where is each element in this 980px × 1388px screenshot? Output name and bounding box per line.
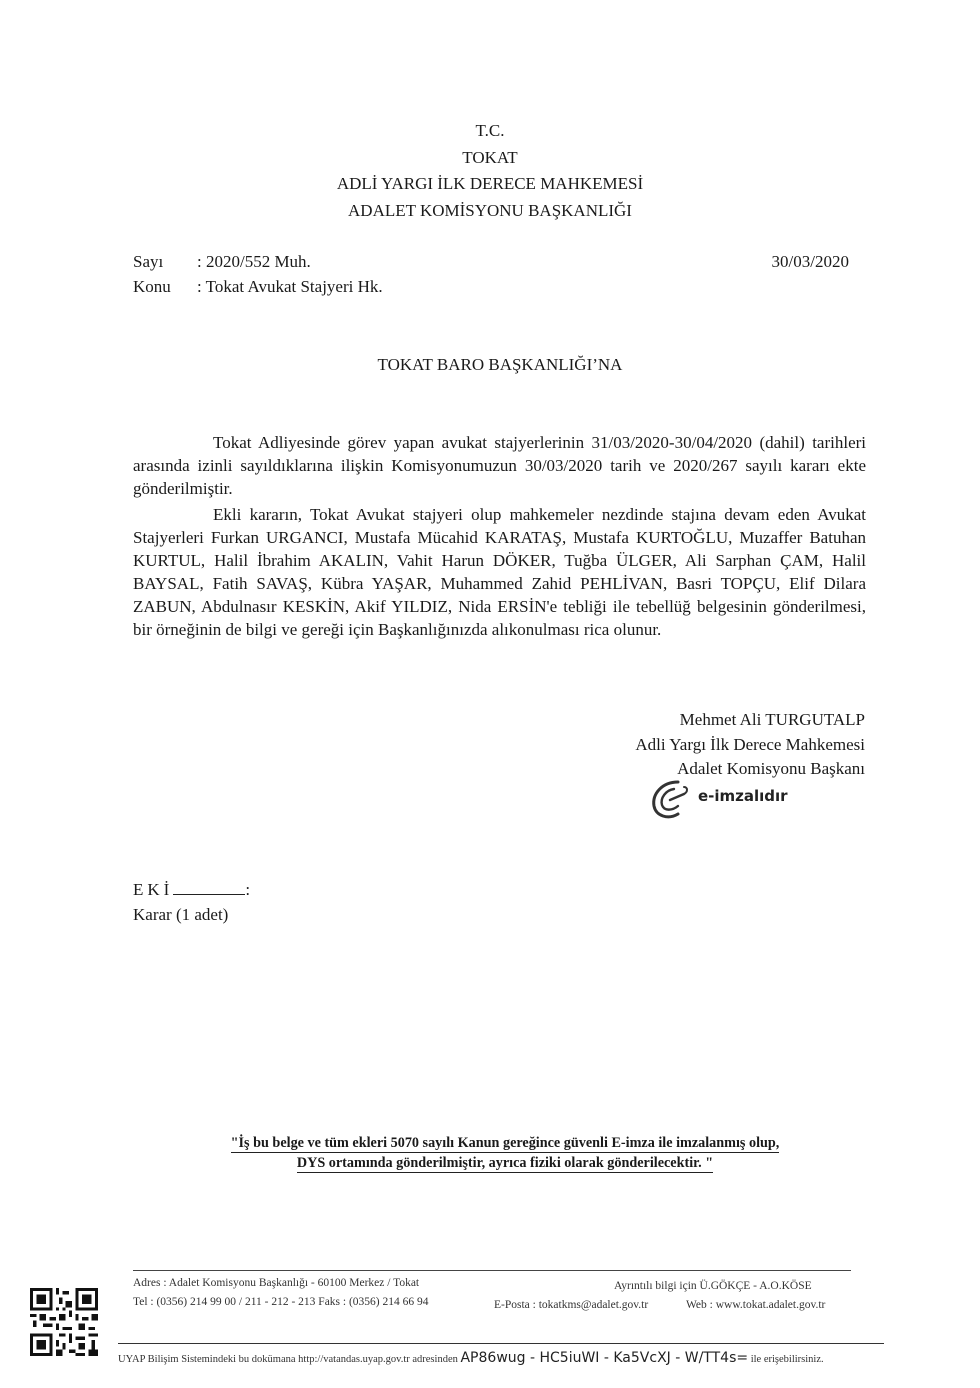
e-signature-stamp xyxy=(648,776,818,822)
attachment-item: Karar (1 adet) xyxy=(133,905,229,924)
document-header xyxy=(0,118,980,224)
signer-name: Mehmet Ali TURGUTALP xyxy=(679,710,865,729)
sayi-label: Sayı xyxy=(133,252,164,271)
attachments-colon: : xyxy=(245,880,251,899)
e-signature-icon xyxy=(648,776,698,822)
e-signature-label: e-imzalıdır xyxy=(698,787,788,805)
addressee: TOKAT BARO BAŞKANLIĞI’NA xyxy=(377,355,623,374)
sayi-value: : 2020/552 Muh. xyxy=(197,252,311,271)
notice-line-2: DYS ortamında gönderilmiştir, ayrıca fiziki olarak gönderilecektir. " xyxy=(296,1155,714,1171)
signer-title-2: Adalet Komisyonu Başkanı xyxy=(677,759,865,778)
uyap-suffix: ile erişebilirsiniz. xyxy=(750,1354,824,1365)
uyap-verification xyxy=(118,1350,824,1366)
header-city: TOKAT xyxy=(462,147,518,167)
footer-contact-info: Ayrıntılı bilgi için Ü.GÖKÇE - A.O.KÖSE xyxy=(614,1280,812,1292)
notice-line-1: "İş bu belge ve tüm ekleri 5070 sayılı Kanun gereğince güvenli E-imza ile imzalanmış olup, xyxy=(230,1135,780,1151)
uyap-verification-code: AP86wug - HC5iuWI - Ka5VcXJ - W/TT4s= xyxy=(460,1350,749,1366)
footer-web: Web : www.tokat.adalet.gov.tr xyxy=(686,1299,826,1311)
konu-label: Konu xyxy=(133,277,171,296)
footer-phone: Tel : (0356) 214 99 00 / 211 - 212 - 213 Faks : (0356) 214 66 94 xyxy=(133,1296,429,1308)
document-date: 30/03/2020 xyxy=(771,252,849,271)
e-signature-notice xyxy=(140,1133,870,1173)
bottom-divider xyxy=(118,1343,884,1344)
header-court: ADLİ YARGI İLK DERECE MAHKEMESİ xyxy=(336,174,644,193)
header-tc: T.C. xyxy=(475,121,505,140)
signature-block xyxy=(635,708,865,782)
header-commission: ADALET KOMİSYONU BAŞKANLIĞI xyxy=(348,200,632,220)
uyap-prefix: UYAP Bilişim Sistemindeki bu dokümana http://vatandas.uyap.gov.tr adresinden xyxy=(118,1354,458,1365)
qr-code-icon xyxy=(30,1288,98,1356)
konu-value: : Tokat Avukat Stajyeri Hk. xyxy=(197,277,383,296)
body-paragraph-1: Tokat Adliyesinde görev yapan avukat stajyerlerinin 31/03/2020-30/04/2020 (dahil) tarihleri arasında izinli sayıldıklarına ilişkin Komisyonumuzun 30/03/2020 tarih ve 2020/267 sayılı kararı ekte gönderilmiştir. xyxy=(133,433,866,498)
footer-address: Adres : Adalet Komisyonu Başkanlığı - 60100 Merkez / Tokat xyxy=(133,1277,420,1289)
footer-email: E-Posta : tokatkms@adalet.gov.tr xyxy=(494,1299,649,1311)
body-paragraph-2: Ekli kararın, Tokat Avukat stajyeri olup mahkemeler nezdinde stajına devam eden Avukat Stajyerleri Furkan URGANCI, Mustafa Mücahid KARATAŞ, Mustafa KURTOĞLU, Muzaffer Batuhan KURTUL, Halil İbrahim AKALIN, Vahit Harun DÖKER, Tuğba ÜLGER, Ali Sarphan ÇAM, Halil BAYSAL, Fatih SAVAŞ, Kübra YAŞAR, Muhammed Zahid PEHLİVAN, Basri TOPÇU, Elif Dilara ZABUN, Abdulnasır KESKİN, Akif YILDIZ, Nida ERSİN'e tebliği ile tebellüğ belgesinin gönderilmesi, bir örneğinin de bilgi ve gereği için Başkanlığınızda alıkonulması rica olunur. xyxy=(133,505,866,639)
attachments-heading xyxy=(133,880,250,900)
footer-divider xyxy=(133,1270,851,1271)
signer-title-1: Adli Yargı İlk Derece Mahkemesi xyxy=(635,734,865,754)
attachments-label: EKİ xyxy=(133,880,174,899)
attachments-underline xyxy=(173,880,245,895)
